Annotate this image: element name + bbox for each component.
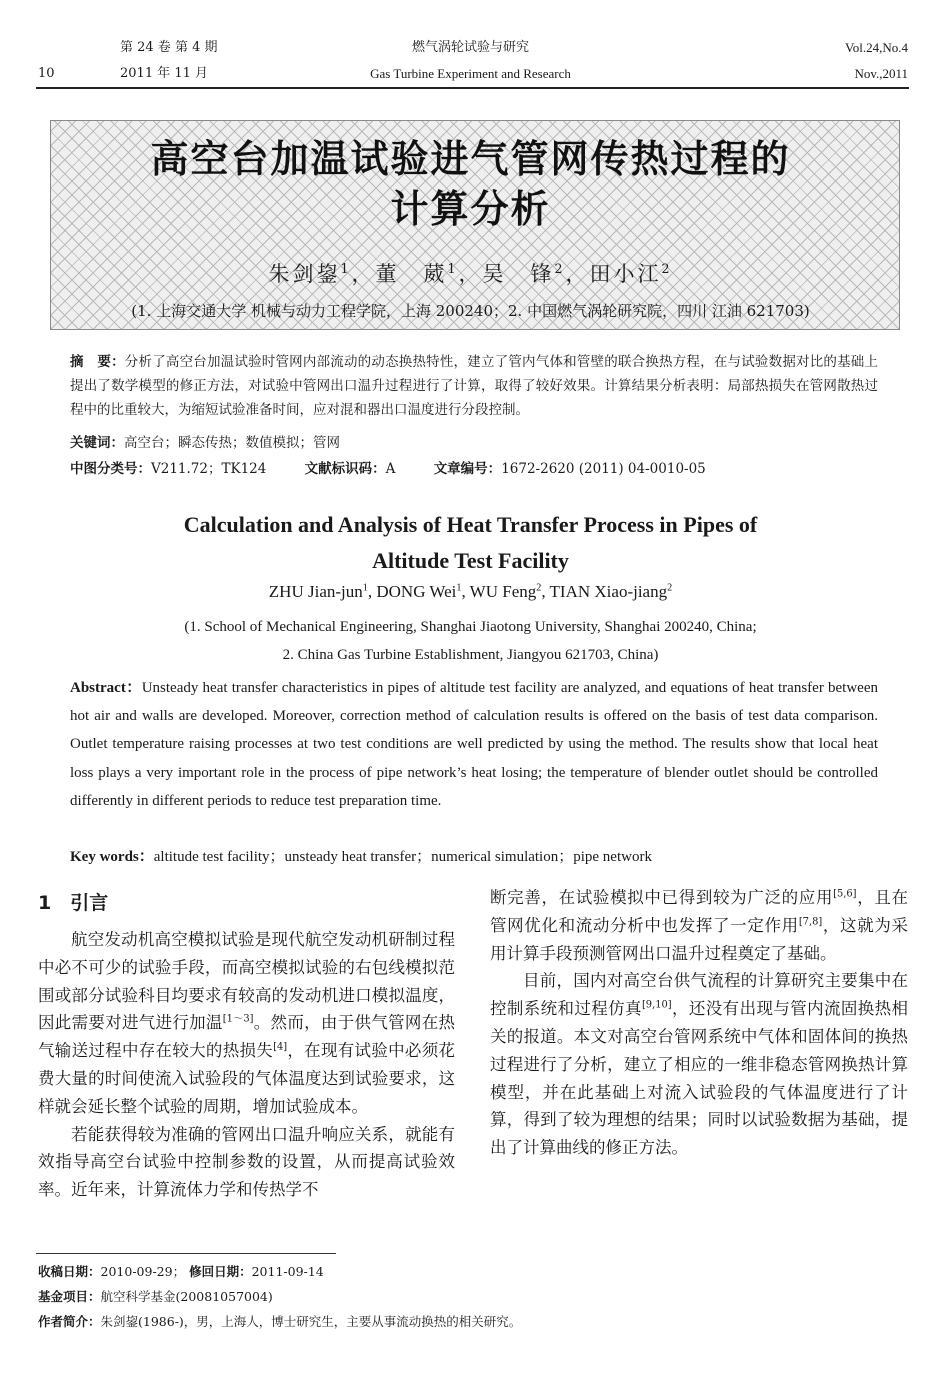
date-en: Nov.,2011 bbox=[854, 66, 908, 81]
affiliation-cn: (1. 上海交通大学 机械与动力工程学院，上海 200240；2. 中国燃气涡轮研究院，四川 江油 621703) bbox=[131, 302, 810, 320]
authors-cn: 朱剑鋆$^1$，董 葳$^1$，吴 锋$^2$，田小江$^2$ bbox=[268, 261, 673, 286]
paragraph: 目前，国内对高空台供气流程的计算研究主要集中在控制系统和过程仿真[9,10]，还没有出现与管内流固换热相关的报道。本文对高空台管网系统中气体和固体间的换热过程进行了分析，建立了相应的一维非稳态管网换热计算模型，并在此基础上对流入试验段的气体温度进行了计算，得到了较为理想的结果；同时以试验数据为基础，提出了计算曲线的修正方法。 bbox=[490, 971, 909, 1158]
paragraph: 若能获得较为准确的管网出口温升响应关系，就能有效指导高空台试验中控制参数的设置，从而提高试验效率。近年来，计算流体力学和传热学不 bbox=[38, 1124, 455, 1200]
authors-en: ZHU Jian-jun$^1$, DONG Wei$^1$, WU Feng$^2$, TIAN Xiao-jiang$^2$ bbox=[268, 582, 673, 601]
journal-name-cn: 燃气涡轮试验与研究 bbox=[411, 40, 529, 55]
footnote-dates: 收稿日期：2010-09-29； 修回日期：2011-09-14 bbox=[38, 1264, 324, 1279]
abstract-en-label: Abstract bbox=[70, 680, 126, 696]
volume-issue-en: Vol.24,No.4 bbox=[845, 40, 908, 55]
footnote-fund: 基金项目：航空科学基金(20081057004) bbox=[38, 1289, 273, 1304]
abstract-cn-text: 分析了高空台加温试验时管网内部流动的动态换热特性，建立了管内气体和管壁的联合换热方程，在与试验数据对比的基础上提出了数学模型的修正方法，对试验中管网出口温升过程进行了计算，取得了较好效果。计算结果分析表明：局部热损失在管网散热过程中的比重较大，为缩短试验准备时间，应对混和器出口温度进行分段控制。 bbox=[70, 354, 879, 418]
section-heading: 1 引言 bbox=[38, 892, 109, 914]
left-column bbox=[38, 926, 455, 1204]
header-rule bbox=[36, 87, 909, 89]
abstract-cn bbox=[70, 350, 878, 422]
journal-name-en: Gas Turbine Experiment and Research bbox=[370, 66, 571, 81]
footnote-author: 作者简介：朱剑鋆(1986-)，男，上海人，博士研究生，主要从事流动换热的相关研究。 bbox=[38, 1314, 522, 1329]
abstract-en-text: Unsteady heat transfer characteristics in pipes of altitude test facility are analyzed, and equations of heat transfer between hot air and walls are developed. Moreover, correction method of calculation results is offered on the basis of test data comparison. Outlet temperature raising processes at two test conditions are well predicted by using the method. The results show that local heat loss plays a very important role in the process of pipe network’s heat losing; the temperature of blender outlet should be controlled differently in different periods to reduce test preparation time. bbox=[70, 680, 878, 809]
abstract-cn-label: 摘 要： bbox=[70, 354, 125, 370]
affiliation-en-line2: 2. China Gas Turbine Establishment, Jiangyou 621703, China) bbox=[282, 647, 659, 663]
title-cn-line1: 高空台加温试验进气管网传热过程的 bbox=[150, 137, 791, 181]
volume-issue-cn: 第 24 卷 第 4 期 bbox=[120, 40, 218, 55]
right-column bbox=[490, 884, 908, 1162]
keywords-cn: 关键词：高空台；瞬态传热；数值模拟；管网 bbox=[70, 435, 340, 451]
title-en-line1: Calculation and Analysis of Heat Transfer Process in Pipes of bbox=[183, 512, 758, 537]
title-en-line2: Altitude Test Facility bbox=[372, 548, 569, 573]
affiliation-en-line1: (1. School of Mechanical Engineering, Shanghai Jiaotong University, Shanghai 200240, China; bbox=[184, 619, 757, 635]
keywords-en: Key words：altitude test facility；unsteady heat transfer；numerical simulation；pipe network bbox=[70, 849, 652, 865]
abstract-en: Abstract：Unsteady heat transfer characteristics in pipes of altitude test facility are analyzed, and equations of heat transfer between hot air and walls are developed. Moreover, correction method of calculation results is offered on the basis of test data comparison. Outlet temperature raising processes at two test conditions are well predicted by using the method. The results show that local heat loss plays a very important role in the process of pipe network’s heat losing; the temperature of blender outlet should be controlled differently in different periods to reduce test preparation time. bbox=[70, 680, 878, 809]
footnote-rule bbox=[36, 1253, 336, 1254]
title-cn-line2: 计算分析 bbox=[390, 187, 551, 231]
paragraph: 航空发动机高空模拟试验是现代航空发动机研制过程中必不可少的试验手段，而高空模拟试验的右包线模拟范围或部分试验科目均要求有较高的发动机进口模拟温度，因此需要对进气进行加温[1～3]。然而，由于供气管网在热气输送过程中存在较大的热损失[4]，在现有试验中必须花费大量的时间使流入试验段的气体温度达到试验要求，这样就会延长整个试验的周期，增加试验成本。 bbox=[38, 930, 456, 1116]
date-cn: 2011 年 11 月 bbox=[120, 66, 209, 81]
classification-line: 中图分类号：V211.72；TK124 文献标识码：A 文章编号：1672-2620 (2011) 04-0010-05 bbox=[70, 461, 706, 477]
page-number: 10 bbox=[38, 66, 55, 81]
paragraph: 断完善，在试验模拟中已得到较为广泛的应用[5,6]，且在管网优化和流动分析中也发挥了一定作用[7,8]，这就为采用计算手段预测管网出口温升过程奠定了基础。 bbox=[490, 888, 909, 963]
